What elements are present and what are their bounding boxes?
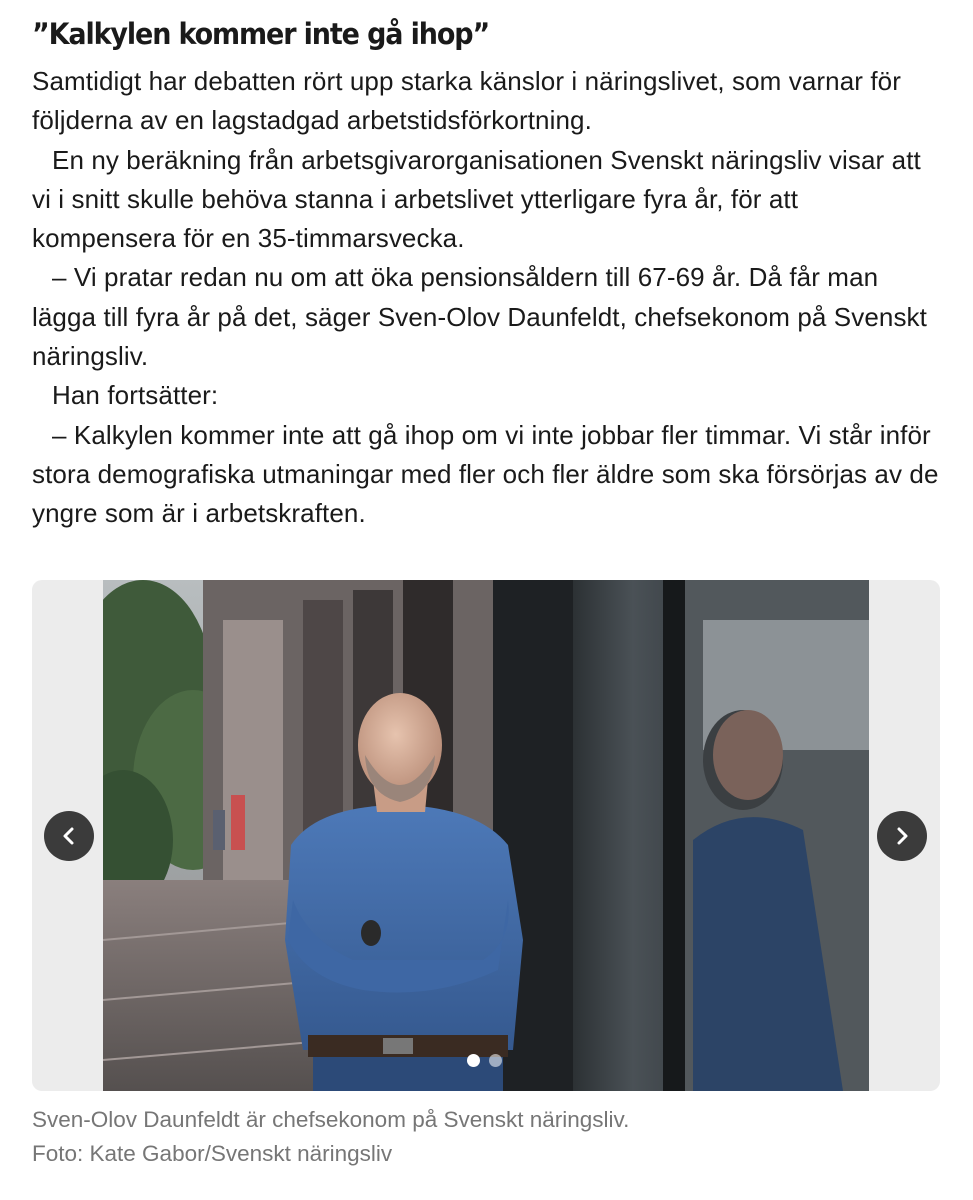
article-paragraph: Han fortsätter: <box>52 380 219 411</box>
chevron-right-icon <box>892 826 912 846</box>
section-headline: ”Kalkylen kommer inte gå ihop” <box>32 17 490 51</box>
article-body <box>32 62 942 534</box>
gallery-photo <box>103 580 869 1091</box>
article <box>32 14 942 534</box>
image-caption <box>32 1103 952 1171</box>
image-gallery <box>32 580 940 1091</box>
gallery-dot[interactable] <box>467 1054 480 1067</box>
gallery-prev-button[interactable] <box>44 811 94 861</box>
gallery-dots <box>467 1054 502 1067</box>
article-paragraph: – Vi pratar redan nu om att öka pensionsåldern till 67-69 år. Då får man lägga till fyra år på det, säger Sven-Olov Daunfeldt, chefsekonom på Svenskt näringsliv. <box>32 262 927 372</box>
article-paragraph: – Kalkylen kommer inte att gå ihop om vi inte jobbar fler timmar. Vi står inför stora demografiska utmaningar med fler och fler äldre som ska försörjas av de yngre som är i arbetskraften. <box>32 419 939 529</box>
chevron-left-icon <box>59 826 79 846</box>
photo-credit: Foto: Kate Gabor/Svenskt näringsliv <box>32 1141 393 1166</box>
gallery-next-button[interactable] <box>877 811 927 861</box>
article-paragraph: Samtidigt har debatten rört upp starka känslor i näringslivet, som varnar för följderna av en lagstadgad arbetstidsförkortning. <box>32 66 901 136</box>
caption-text: Sven-Olov Daunfeldt är chefsekonom på Svenskt näringsliv. <box>32 1107 630 1132</box>
article-paragraph: En ny beräkning från arbetsgivarorganisationen Svenskt näringsliv visar att vi i snitt skulle behöva stanna i arbetslivet ytterligare fyra år, för att kompensera för en 35-timmarsvecka. <box>32 144 921 254</box>
gallery-dot[interactable] <box>489 1054 502 1067</box>
